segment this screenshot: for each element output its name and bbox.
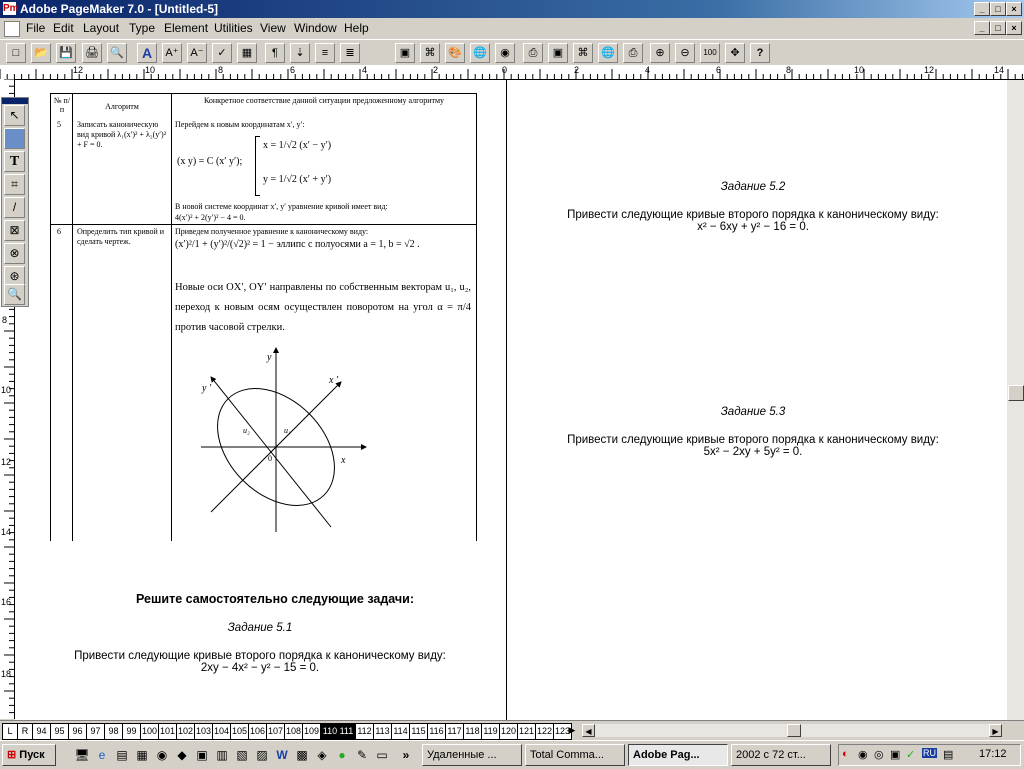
- page-tab[interactable]: 120: [499, 723, 518, 740]
- page-tab[interactable]: 123: [553, 723, 572, 740]
- row-algorithm-step: Записать каноническую вид кривой λ₁(x′)² + λ₂(y′)² + F = 0.: [77, 120, 167, 149]
- task-title: Задание 5.3: [720, 406, 786, 418]
- ruler-label: 2: [433, 65, 439, 75]
- start-label: Пуск: [19, 749, 45, 761]
- task-block: [543, 181, 963, 233]
- title-bar: [0, 0, 1024, 18]
- ruler-label: 4: [362, 65, 368, 75]
- app-icon[interactable]: ▧: [236, 748, 248, 762]
- page-tab[interactable]: 98: [104, 723, 123, 740]
- page-tab[interactable]: 105: [230, 723, 249, 740]
- tray-icon[interactable]: ◎: [874, 749, 884, 761]
- page-tab[interactable]: 103: [194, 723, 213, 740]
- row-equation-y: y = 1/√2 (x′ + y′): [263, 174, 332, 185]
- horizontal-ruler[interactable]: [0, 65, 1024, 80]
- start-button[interactable]: [2, 744, 56, 766]
- ruler-label: 8: [218, 65, 224, 75]
- tray-icon[interactable]: ◐: [842, 748, 849, 760]
- ruler-label: 14: [1, 527, 12, 537]
- page-tab[interactable]: 122: [535, 723, 554, 740]
- row-text: Перейдем к новым координатам x′, y′:: [175, 120, 305, 129]
- page-tab[interactable]: 101: [158, 723, 177, 740]
- more-icon[interactable]: »: [402, 748, 410, 762]
- page-tab[interactable]: 107: [266, 723, 285, 740]
- page-tab[interactable]: 114: [391, 723, 410, 740]
- page-icons-bar: [0, 720, 1024, 740]
- row-number: 5: [57, 120, 61, 129]
- web-icon[interactable]: 🌐: [598, 43, 618, 63]
- task-button[interactable]: 2002 с 72 ст...: [731, 744, 831, 766]
- page-tab[interactable]: 102: [176, 723, 195, 740]
- tray-icon[interactable]: ✓: [906, 749, 916, 761]
- task-button[interactable]: Удаленные ...: [422, 744, 522, 766]
- figure-label-x: x: [341, 455, 346, 466]
- zoom-tool-icon[interactable]: 🔍: [4, 284, 25, 305]
- new-icon[interactable]: □: [6, 43, 26, 63]
- actual-size-icon[interactable]: 100: [700, 43, 720, 63]
- print-icon[interactable]: 🖨: [82, 43, 102, 63]
- task-equation: 5x² − 2xy + 5y² = 0.: [703, 446, 803, 458]
- color-tool-icon[interactable]: [4, 128, 25, 149]
- menu-window[interactable]: Window: [294, 21, 337, 35]
- figure-label-y-prime: y ′: [202, 383, 212, 394]
- size-down-icon[interactable]: A⁻: [187, 43, 207, 63]
- app-icon[interactable]: ✎: [356, 748, 368, 762]
- taskbar: [0, 740, 1024, 769]
- save-icon[interactable]: 💾: [56, 43, 76, 63]
- ruler-label: 10: [854, 65, 865, 75]
- page-tab[interactable]: 100: [140, 723, 159, 740]
- font-icon[interactable]: A: [137, 43, 157, 63]
- task-text: Привести следующие кривые второго порядка к каноническому виду:: [567, 209, 939, 221]
- task-title: Задание 5.1: [227, 622, 293, 634]
- open-icon[interactable]: 📂: [31, 43, 51, 63]
- scroll-right-icon[interactable]: ▶: [989, 724, 1002, 737]
- task-text: Привести следующие кривые второго порядка к каноническому виду:: [567, 434, 939, 446]
- text-tool-icon[interactable]: T: [4, 151, 25, 172]
- app-icon[interactable]: ▥: [216, 748, 228, 762]
- page-spread-divider: [506, 80, 507, 720]
- find-icon[interactable]: 🔍: [107, 43, 127, 63]
- row-equation: (x′)²/1 + (y′)²/(√2)² = 1 − эллипс с полуосями a = 1, b = √2 .: [175, 239, 420, 250]
- word-icon[interactable]: W: [276, 748, 288, 762]
- ruler-label: 10: [1, 385, 12, 395]
- web-icon[interactable]: 🌐: [470, 43, 490, 63]
- page-tab[interactable]: 118: [463, 723, 482, 740]
- row-algorithm-step: Определить тип кривой и сделать чертеж.: [77, 227, 165, 246]
- link-icon[interactable]: ⌘: [573, 43, 593, 63]
- menu-bar: [0, 18, 1024, 38]
- app-icon[interactable]: ▭: [376, 748, 388, 762]
- ruler-label: 18: [1, 669, 12, 679]
- pagemaker-icon: Pm: [3, 3, 19, 14]
- ruler-label: 12: [924, 65, 935, 75]
- page-tab[interactable]: 108: [284, 723, 303, 740]
- ruler-label: 0: [502, 65, 508, 75]
- ruler-label: 8: [786, 65, 792, 75]
- image-icon[interactable]: ▣: [548, 43, 568, 63]
- page-tab[interactable]: L: [2, 723, 18, 740]
- desktop-icon[interactable]: 🖥: [74, 748, 90, 762]
- page-tab[interactable]: 116: [427, 723, 446, 740]
- app-icon[interactable]: ◆: [177, 748, 187, 762]
- row-text: Приведем полученное уравнение к каноническому виду:: [175, 227, 369, 236]
- pointer-tool-icon[interactable]: ↖: [4, 105, 25, 126]
- task-title: Задание 5.2: [720, 181, 786, 193]
- table-header-number: № п/п: [53, 96, 71, 114]
- menu-edit[interactable]: Edit: [53, 21, 74, 35]
- doc-minimize-button[interactable]: _: [974, 21, 990, 35]
- menu-type[interactable]: Type: [129, 21, 156, 35]
- page-tab[interactable]: 95: [50, 723, 69, 740]
- toolbox: [1, 97, 29, 307]
- page-tab[interactable]: 119: [481, 723, 500, 740]
- page-tab[interactable]: 99: [122, 723, 141, 740]
- figure-label-y: y: [267, 352, 272, 363]
- fill-icon[interactable]: ▦: [237, 43, 257, 63]
- task-text: Привести следующие кривые второго порядка к каноническому виду:: [74, 650, 446, 662]
- page-tab[interactable]: 113: [373, 723, 392, 740]
- zoom-in-icon[interactable]: ⊕: [650, 43, 670, 63]
- table-header-algorithm: Алгоритм: [105, 102, 139, 111]
- menu-view[interactable]: View: [260, 21, 286, 35]
- ruler-label: 10: [145, 65, 156, 75]
- ellipse-frame-tool-icon[interactable]: ⊗: [4, 243, 25, 264]
- page-tab[interactable]: 104: [212, 723, 231, 740]
- pdf-icon[interactable]: ⎙: [623, 43, 643, 63]
- ruler-label: 16: [1, 597, 12, 607]
- menu-layout[interactable]: Layout: [83, 21, 120, 35]
- toolbar: [0, 39, 1024, 67]
- link-icon[interactable]: ⌘: [420, 43, 440, 63]
- page-tab[interactable]: 112: [355, 723, 374, 740]
- menu-element[interactable]: Element: [164, 21, 209, 35]
- row-text: В новой системе координат x′, y′ уравнение кривой имеет вид:: [175, 202, 388, 211]
- menu-help[interactable]: Help: [344, 21, 369, 35]
- pdf-icon[interactable]: ⎙: [523, 43, 543, 63]
- ie-icon[interactable]: e: [98, 748, 106, 762]
- page-scroll-right-icon[interactable]: ▶: [568, 725, 576, 735]
- indent-icon[interactable]: ⇣: [290, 43, 310, 63]
- page-tab-active[interactable]: 110 111: [320, 723, 356, 740]
- figure-label-u1: u₁: [284, 426, 291, 435]
- maximize-button[interactable]: □: [990, 2, 1006, 16]
- color-icon[interactable]: 🎨: [445, 43, 465, 63]
- image-icon[interactable]: ▣: [395, 43, 415, 63]
- help-icon[interactable]: ?: [750, 43, 770, 63]
- spell-icon[interactable]: ✓: [212, 43, 232, 63]
- toolbox-titlebar[interactable]: [2, 98, 28, 104]
- zoom-out-icon[interactable]: ⊖: [675, 43, 695, 63]
- row-matrix-equation: (x y) = C (x′ y′);: [177, 156, 243, 167]
- figure-label-origin: 0: [268, 454, 272, 463]
- task-block: [543, 406, 963, 458]
- document-page[interactable]: [15, 80, 1007, 720]
- scroll-thumb[interactable]: [1008, 385, 1024, 401]
- language-indicator[interactable]: RU: [923, 748, 936, 758]
- page-tab[interactable]: 117: [445, 723, 464, 740]
- calculator-icon[interactable]: ▦: [136, 748, 148, 762]
- horizontal-scrollbar[interactable]: [582, 724, 1002, 737]
- size-up-icon[interactable]: A⁺: [162, 43, 182, 63]
- task-button-active[interactable]: Adobe Pag...: [628, 744, 728, 766]
- brace: [255, 136, 260, 196]
- page-tab[interactable]: 121: [517, 723, 536, 740]
- page-tab[interactable]: 106: [248, 723, 267, 740]
- row-text: Новые оси OX′, OY′ направлены по собственным векторам u₁, u₂, переход к новым осям осуществлен поворотом на угол α = π/4 против часовой стрелки.: [175, 282, 471, 333]
- ruler-label: 8: [2, 315, 8, 325]
- ruler-label: 12: [1, 457, 12, 467]
- app-icon[interactable]: ◈: [317, 748, 327, 762]
- polygon-frame-tool-icon[interactable]: ⊛: [4, 266, 25, 287]
- task-equation: x² − 6xy + y² − 16 = 0.: [697, 221, 809, 233]
- table-column-divider: [171, 94, 172, 541]
- exercise-heading: Решите самостоятельно следующие задачи:: [136, 592, 414, 606]
- task-block: [45, 622, 475, 674]
- app-icon[interactable]: ▨: [256, 748, 268, 762]
- tray-icon[interactable]: ◉: [858, 749, 868, 761]
- ruler-label: 12: [73, 65, 84, 75]
- page-tab[interactable]: R: [17, 723, 33, 740]
- row-number: 6: [57, 227, 61, 236]
- page-tab[interactable]: 94: [32, 723, 51, 740]
- minimize-button[interactable]: _: [974, 2, 990, 16]
- ruler-label: 6: [290, 65, 296, 75]
- columns-icon[interactable]: ≡: [315, 43, 335, 63]
- media-icon[interactable]: ◉: [156, 748, 168, 762]
- app-icon[interactable]: ▩: [296, 748, 308, 762]
- windows-logo-icon: ⊞: [7, 749, 17, 761]
- scroll-left-icon[interactable]: ◀: [582, 724, 595, 737]
- page-tab[interactable]: 97: [86, 723, 105, 740]
- rect-frame-tool-icon[interactable]: ⊠: [4, 220, 25, 241]
- crop-tool-icon[interactable]: ⌗: [4, 174, 25, 195]
- table-column-divider: [72, 94, 73, 541]
- window-title: Adobe PageMaker 7.0 - [Untitled-5]: [20, 2, 219, 16]
- acrobat-icon[interactable]: ◉: [495, 43, 515, 63]
- tray-icon[interactable]: ▣: [890, 749, 901, 761]
- clock[interactable]: 17:12: [979, 748, 1007, 760]
- explorer-icon[interactable]: ▤: [116, 748, 128, 762]
- ruler-label: 6: [716, 65, 722, 75]
- ruler-label: 14: [994, 65, 1005, 75]
- page-tab[interactable]: 109: [302, 723, 321, 740]
- menu-file[interactable]: File: [26, 21, 46, 35]
- app-icon[interactable]: ▣: [196, 748, 208, 762]
- ruler-label: 2: [574, 65, 580, 75]
- table-header-correspondence: Конкретное соответствие данной ситуации предложенному алгоритму: [203, 96, 445, 105]
- page-tab[interactable]: 115: [409, 723, 428, 740]
- figure-label-x-prime: x ′: [329, 375, 339, 386]
- task-equation: 2xy − 4x² − y² − 15 = 0.: [200, 662, 320, 674]
- vertical-scrollbar[interactable]: [1007, 80, 1024, 720]
- menu-utilities[interactable]: Utilities: [214, 21, 253, 35]
- ellipse-figure: [181, 342, 371, 537]
- ruler-label: 4: [645, 65, 651, 75]
- doc-restore-button[interactable]: □: [990, 21, 1006, 35]
- figure-label-u2: u₂: [243, 426, 250, 435]
- row-equation-x: x = 1/√2 (x′ − y′): [263, 140, 332, 151]
- tray-icon[interactable]: ▤: [943, 749, 954, 761]
- table-row-divider: [51, 224, 476, 225]
- app-icon[interactable]: ●: [338, 748, 346, 762]
- algorithm-table[interactable]: [50, 93, 477, 541]
- doc-close-button[interactable]: ×: [1006, 21, 1022, 35]
- row-equation: 4(x′)² + 2(y′)² − 4 = 0.: [175, 213, 246, 222]
- page-tab[interactable]: 96: [68, 723, 87, 740]
- fit-icon[interactable]: ✥: [725, 43, 745, 63]
- system-tray: [838, 744, 1021, 766]
- scroll-thumb[interactable]: [787, 724, 801, 737]
- task-button[interactable]: Total Comma...: [525, 744, 625, 766]
- line-tool-icon[interactable]: /: [4, 197, 25, 218]
- close-button[interactable]: ×: [1006, 2, 1022, 16]
- paragraph-icon[interactable]: ¶: [265, 43, 285, 63]
- document-icon[interactable]: [4, 21, 20, 37]
- styles-icon[interactable]: ≣: [340, 43, 360, 63]
